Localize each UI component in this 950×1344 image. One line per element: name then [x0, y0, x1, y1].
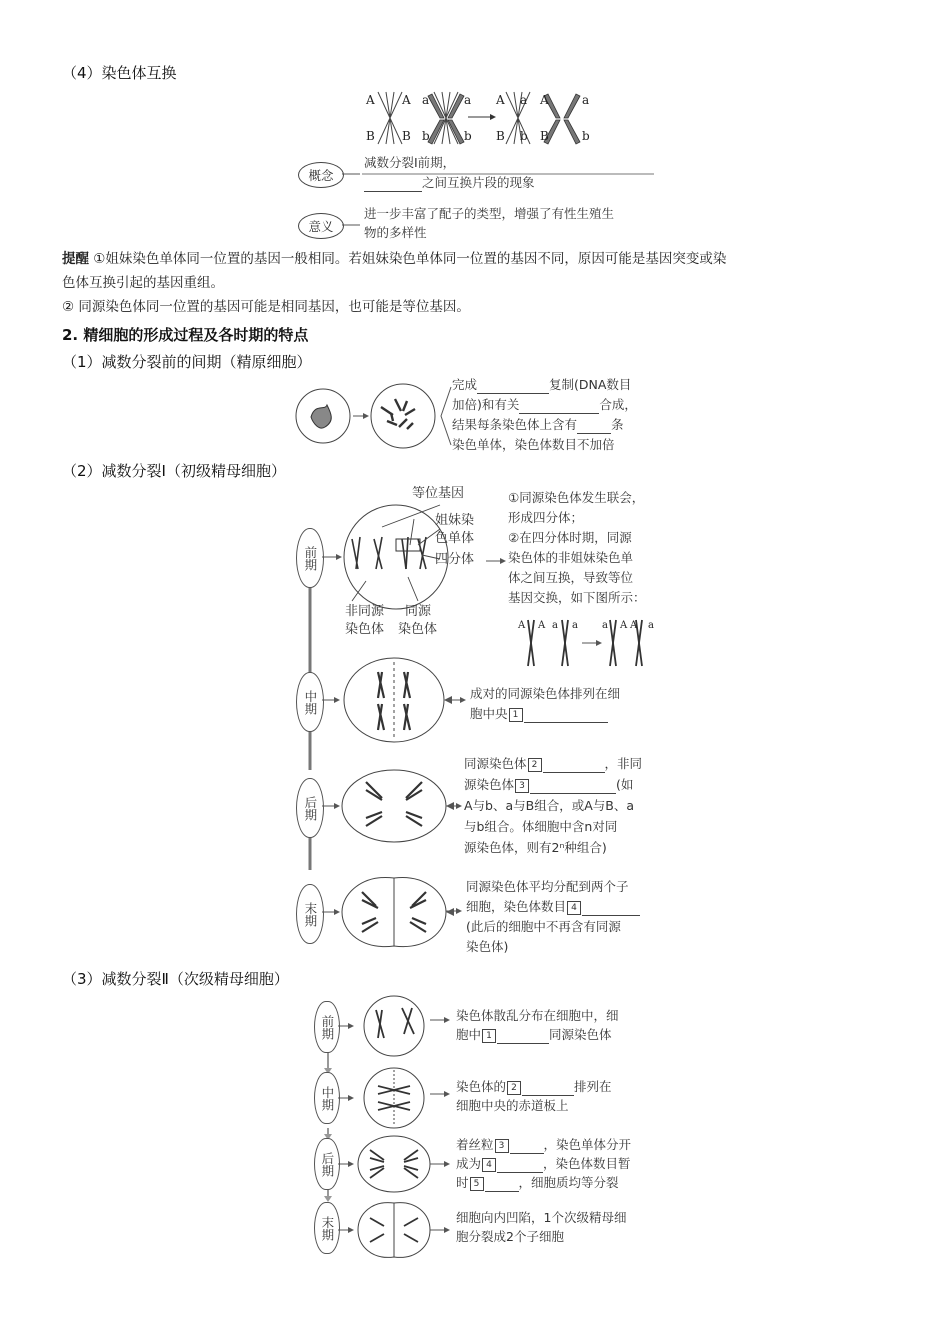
gene-label: A: [496, 93, 505, 107]
svg-text:a: a: [648, 620, 654, 631]
svg-text:A: A: [538, 620, 546, 631]
section-title: 2. 精细胞的形成过程及各时期的特点: [62, 326, 309, 344]
svg-text:A: A: [620, 620, 628, 631]
prophase-2-cell: [338, 994, 438, 1060]
interphase-line-4: 染色单体，染色体数目不加倍: [452, 437, 615, 452]
telophase-2-cell: [338, 1200, 438, 1262]
prophase-1-arrow: [486, 555, 508, 567]
meaning-line-1: 进一步丰富了配子的类型，增强了有性生殖生: [364, 206, 615, 221]
answer-blank[interactable]: [477, 379, 549, 394]
meaning-line-2: 物的多样性: [364, 225, 427, 240]
answer-blank[interactable]: [522, 1081, 574, 1096]
gene-label: b: [422, 129, 430, 143]
gene-label: b: [582, 129, 590, 143]
number-box: 3: [515, 779, 529, 793]
concept-line-1: 减数分裂Ⅰ前期，: [364, 155, 456, 170]
subheading-meiosis-1: （2）减数分裂Ⅰ（初级精母细胞）: [62, 462, 286, 480]
m1-metaphase-line-1: 成对的同源染色体排列在细: [470, 686, 621, 701]
answer-blank[interactable]: [510, 1139, 544, 1154]
number-box: 3: [495, 1139, 509, 1153]
svg-text:A: A: [518, 620, 526, 631]
concept-line-2: 之间互换片段的现象: [364, 175, 535, 192]
gene-label: A: [540, 93, 549, 107]
m2-anaphase-line-2: 成为 4 ，染色体数目暂: [456, 1156, 631, 1171]
m2-anaphase-line-1: 着丝粒 3 ，染色单体分开: [456, 1137, 632, 1152]
subheading-meiosis-2: （3）减数分裂Ⅱ（次级精母细胞）: [62, 970, 289, 988]
gene-label: b: [520, 129, 528, 143]
answer-blank[interactable]: [524, 708, 608, 723]
phase-prophase-1: 前期: [296, 528, 324, 588]
gene-label: a: [422, 93, 430, 107]
gene-label: b: [464, 129, 472, 143]
label-homo-2: 染色体: [398, 622, 438, 637]
gene-label: A: [402, 93, 411, 107]
phase-prophase-2: 前期: [314, 1001, 340, 1053]
m2-metaphase-line-2: 细胞中央的赤道板上: [456, 1098, 569, 1113]
prophase-2-arrow: [430, 1014, 452, 1026]
m2-anaphase-line-3: 时 5 ，细胞质均等分裂: [456, 1175, 619, 1190]
small-crossover-diagram: [518, 616, 658, 670]
label-allele: 等位基因: [412, 486, 465, 501]
number-box: 2: [528, 758, 542, 772]
label-sister-2: 色单体: [435, 531, 475, 546]
tip-line-3: ② 同源染色体同一位置的基因可能是相同基因，也可能是等位基因。: [62, 299, 470, 315]
tip-label: 提醒: [62, 251, 89, 267]
m1-anaphase-line-3: A与b、a与B组合，或A与B、a: [464, 798, 635, 813]
answer-blank[interactable]: [543, 758, 605, 773]
phase-anaphase-2: 后期: [314, 1138, 340, 1190]
telophase-1-arrow: [446, 905, 462, 917]
metaphase-1-cell: [322, 656, 464, 746]
label-nonhomo-1: 非同源: [345, 604, 385, 619]
telophase-2-arrow: [430, 1224, 452, 1236]
answer-blank[interactable]: [582, 901, 640, 916]
svg-text:a: a: [572, 620, 578, 631]
m2-prophase-line-1: 染色体散乱分布在细胞中，细: [456, 1008, 619, 1023]
answer-blank[interactable]: [497, 1029, 549, 1044]
m2-prophase-line-2: 胞中 1 同源染色体: [456, 1027, 612, 1042]
metaphase-2-cell: [338, 1066, 438, 1130]
telophase-1-cell: [322, 874, 464, 952]
gene-label: a: [520, 93, 528, 107]
tip-line-1: 提醒 ①姐妹染色单体同一位置的基因一般相同。若姐妹染色单体同一位置的基因不同，原因可能是基因突变或染: [62, 251, 727, 267]
number-box: 5: [470, 1177, 484, 1191]
interphase-diagram: [295, 383, 445, 449]
m1-anaphase-line-5: 源染色体，则有2ⁿ种组合): [464, 840, 607, 855]
number-box: 4: [482, 1158, 496, 1172]
m1-prophase-line-4: 染色体的非姐妹染色单: [508, 550, 634, 565]
m1-anaphase-line-2: 源染色体 3 (如: [464, 777, 634, 792]
crossover-diagram: [360, 88, 600, 150]
number-box: 1: [509, 708, 523, 722]
subheading-interphase: （1）减数分裂前的间期（精原细胞）: [62, 353, 312, 371]
label-homo-1: 同源: [405, 604, 432, 619]
gene-label: a: [582, 93, 590, 107]
anaphase-2-cell: [338, 1134, 438, 1196]
phase-anaphase-1: 后期: [296, 778, 324, 838]
gene-label: B: [366, 129, 375, 143]
metaphase-2-arrow: [430, 1088, 452, 1100]
m1-prophase-line-3: ②在四分体时期，同源: [508, 530, 632, 545]
gene-label: A: [366, 93, 375, 107]
svg-text:a: a: [552, 620, 558, 631]
anaphase-1-cell: [322, 768, 464, 846]
section-heading-crossover: （4）染色体互换: [62, 64, 177, 82]
anaphase-2-arrow: [430, 1158, 452, 1170]
phase-telophase-1: 末期: [296, 884, 324, 944]
phase-metaphase-2: 中期: [314, 1072, 340, 1124]
metaphase-1-arrow: [446, 694, 468, 706]
phase-metaphase-1: 中期: [296, 672, 324, 732]
m2-metaphase-line-1: 染色体的 2 排列在: [456, 1079, 612, 1094]
m1-prophase-line-6: 基因交换，如下图所示：: [508, 590, 646, 605]
label-nonhomo-2: 染色体: [345, 622, 385, 637]
answer-blank[interactable]: [519, 399, 599, 414]
m1-anaphase-line-4: 与b组合。体细胞中含n对同: [464, 819, 618, 834]
meaning-oval: 意义: [298, 213, 344, 239]
m1-metaphase-line-2: 胞中央 1: [470, 706, 608, 723]
gene-label: a: [464, 93, 472, 107]
answer-blank[interactable]: [485, 1177, 519, 1192]
tip-line-2: 色体互换引起的基因重组。: [62, 275, 224, 291]
interphase-line-3: 结果每条染色体上含有 条: [452, 417, 624, 432]
concept-oval: 概念: [298, 162, 344, 188]
gene-label: B: [496, 129, 505, 143]
gene-label: B: [402, 129, 411, 143]
label-tetrad: 四分体: [435, 552, 475, 567]
interphase-line-1: 完成 复制(DNA数目: [452, 377, 632, 392]
m1-prophase-line-1: ①同源染色体发生联会，: [508, 490, 645, 505]
anaphase-1-arrow: [446, 800, 462, 812]
gene-label: B: [540, 129, 549, 143]
answer-blank[interactable]: [497, 1158, 543, 1173]
m1-prophase-line-2: 形成四分体；: [508, 510, 584, 525]
m2-telophase-line-1: 细胞向内凹陷，1个次级精母细: [456, 1210, 627, 1225]
m1-telophase-line-3: (此后的细胞中不再含有同源: [466, 919, 621, 934]
m2-telophase-line-2: 胞分裂成2个子细胞: [456, 1229, 564, 1244]
m1-telophase-line-2: 细胞，染色体数目 4: [466, 899, 640, 916]
number-box: 4: [567, 901, 581, 915]
interphase-line-2: 加倍)和有关 合成，: [452, 397, 637, 412]
m1-telophase-line-1: 同源染色体平均分配到两个子: [466, 879, 629, 894]
answer-blank[interactable]: [530, 779, 616, 794]
answer-blank[interactable]: [364, 177, 422, 192]
svg-text:A: A: [630, 620, 638, 631]
m1-prophase-line-5: 体之间互换，导致等位: [508, 570, 634, 585]
number-box: 2: [507, 1081, 521, 1095]
m1-telophase-line-4: 染色体): [466, 939, 509, 954]
m1-anaphase-line-1: 同源染色体 2 ，非同: [464, 756, 643, 771]
number-box: 1: [482, 1029, 496, 1043]
svg-text:a: a: [602, 620, 608, 631]
answer-blank[interactable]: [577, 419, 611, 434]
label-sister-1: 姐妹染: [435, 513, 475, 528]
phase-telophase-2: 末期: [314, 1202, 340, 1254]
